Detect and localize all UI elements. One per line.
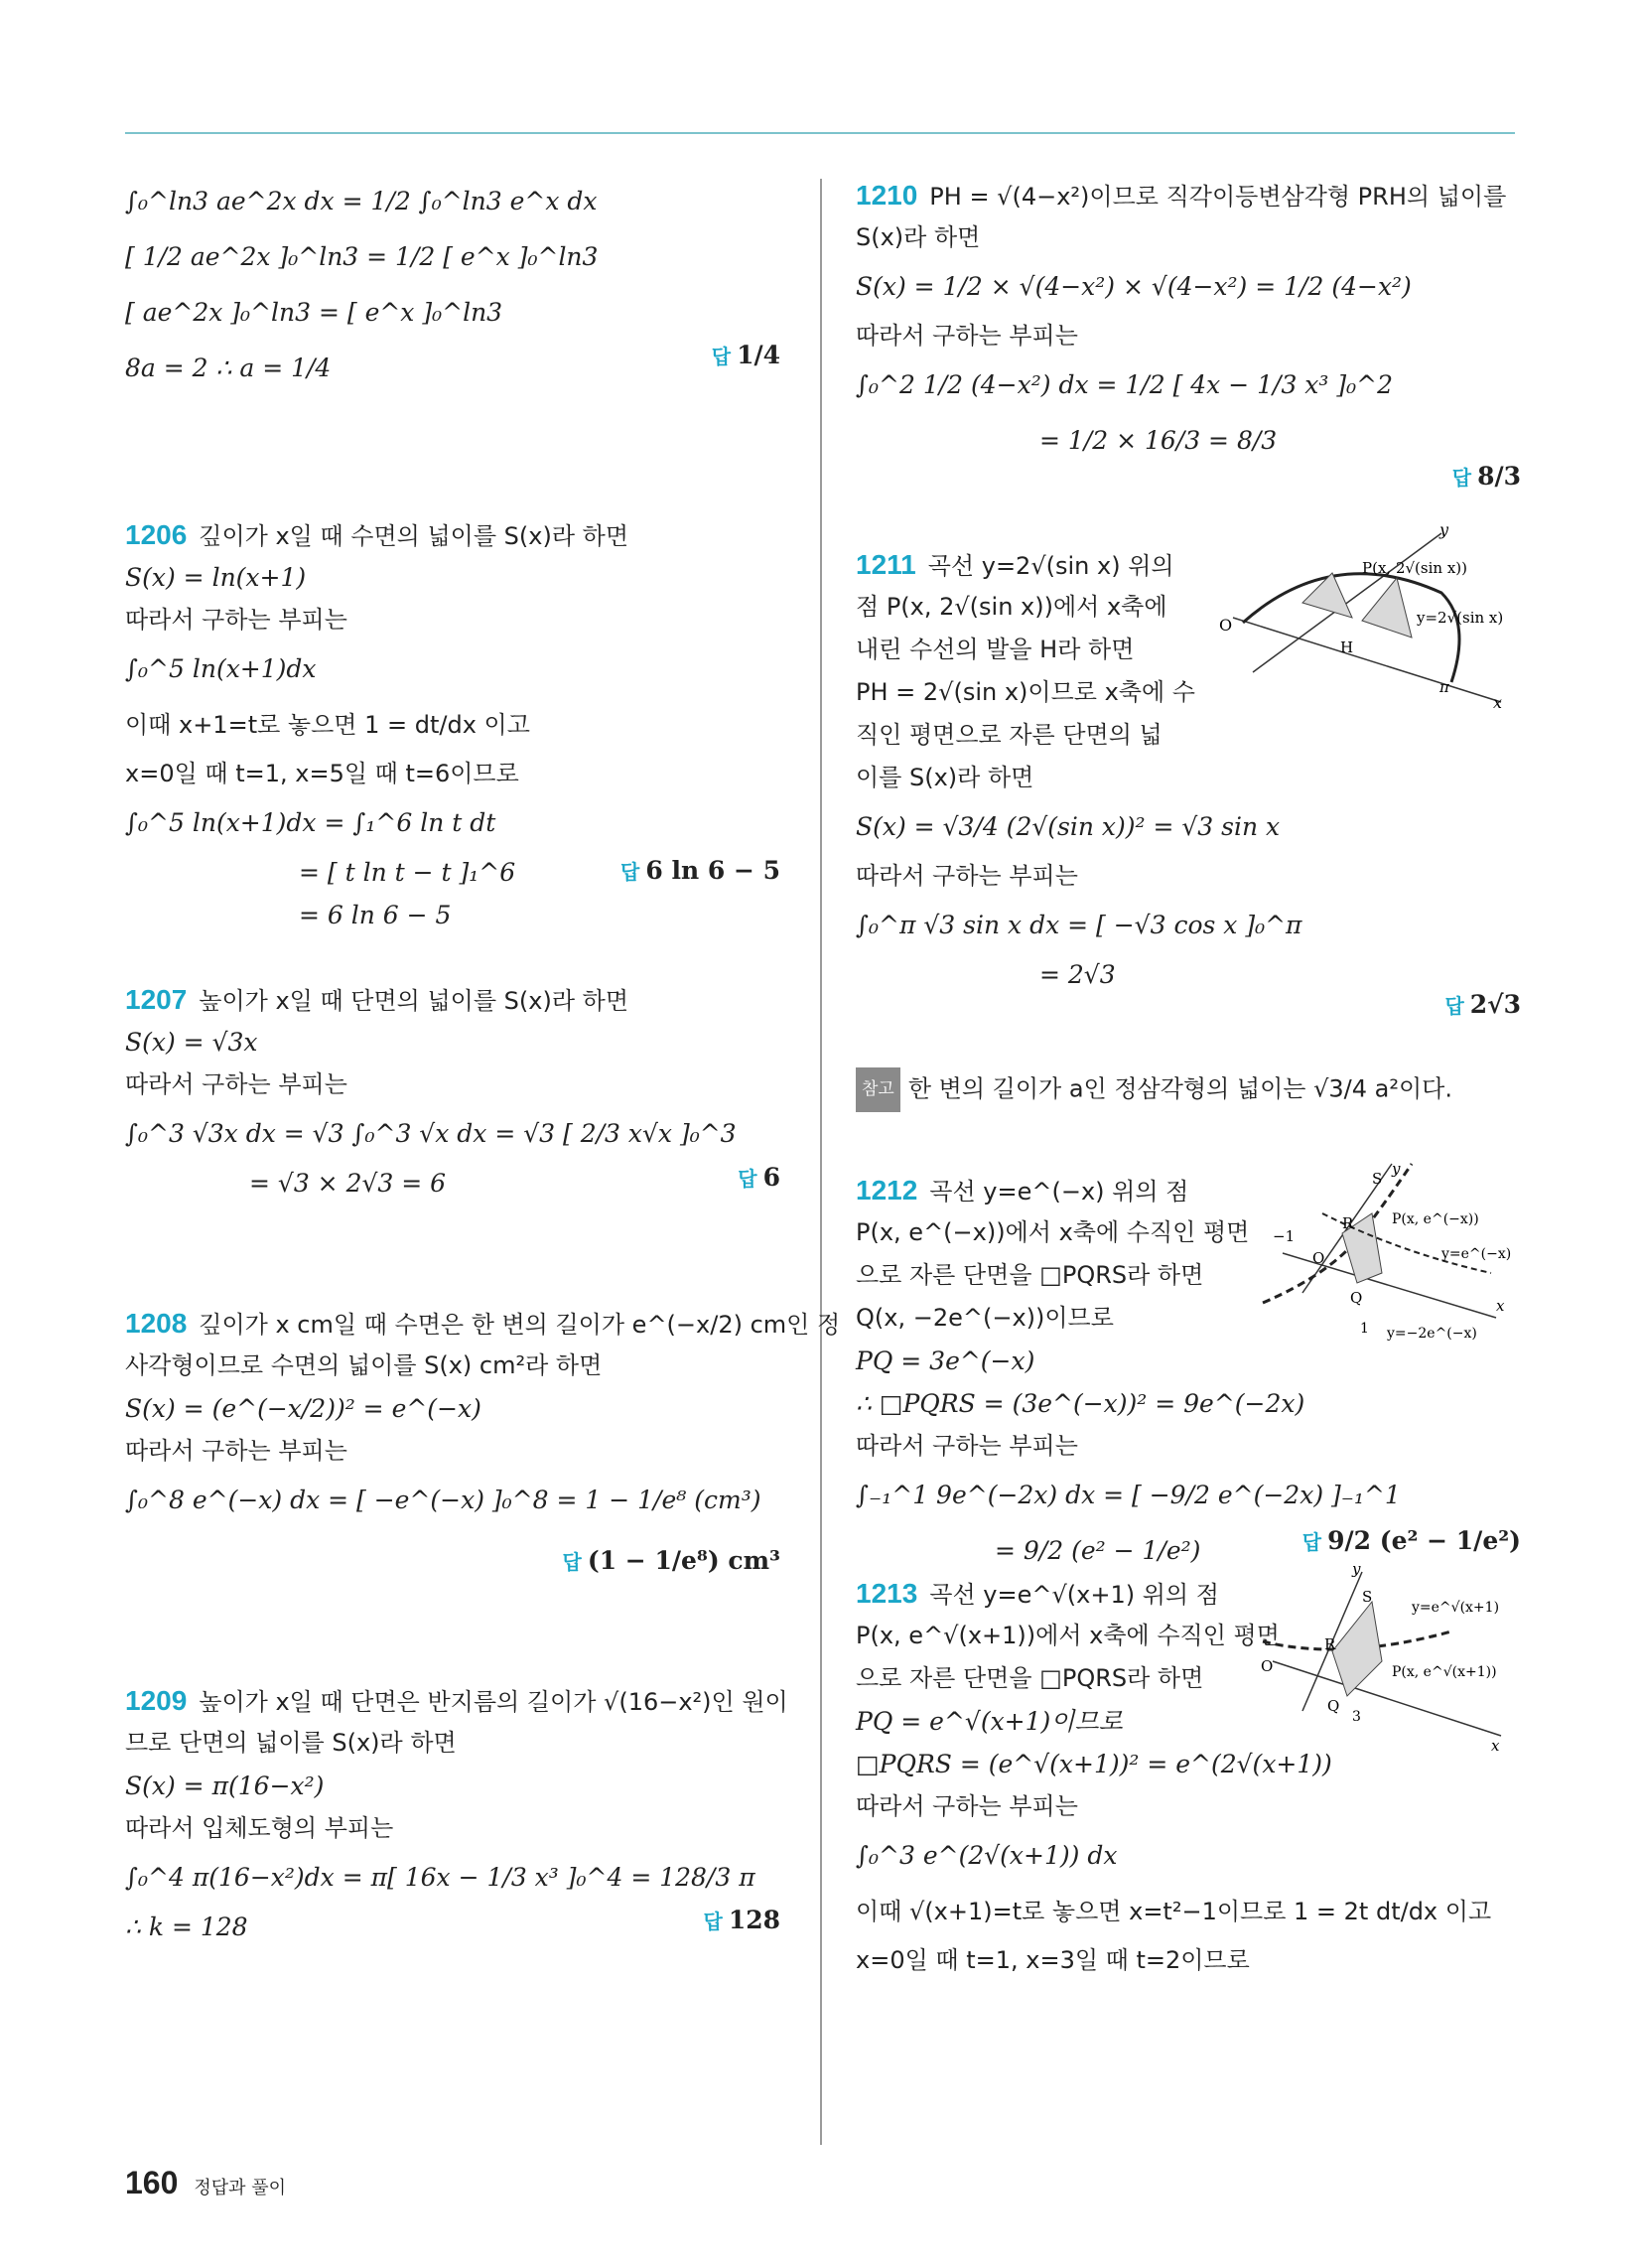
solution-line: S(x) = √3x bbox=[125, 1028, 258, 1057]
solution-line: 깊이가 x cm일 때 수면은 한 변의 길이가 e^(−x/2) cm인 정 bbox=[199, 1311, 841, 1339]
solution-line: S(x) = (e^(−x/2))² = e^(−x) bbox=[125, 1394, 481, 1423]
solution-line: PH = √(4−x²)이므로 직각이등변삼각형 PRH의 넓이를 bbox=[929, 183, 1507, 211]
solution-line: 이때 √(x+1)=t로 놓으면 x=t²−1이므로 1 = 2t dt/dx 이고 bbox=[856, 1898, 1492, 1925]
answer bbox=[1444, 990, 1521, 1019]
origin-label: O bbox=[1312, 1249, 1325, 1267]
intro-line: [ ae^2x ]₀^ln3 = [ e^x ]₀^ln3 bbox=[125, 298, 503, 327]
problem-number: 1210 bbox=[856, 180, 918, 211]
solution-line: 곡선 y=2√(sin x) 위의 bbox=[927, 552, 1174, 580]
solution-line: = √3 × 2√3 = 6 bbox=[249, 1169, 447, 1198]
point-label: P(x, e^(−x)) bbox=[1392, 1211, 1479, 1227]
solution-line: 높이가 x일 때 단면의 넓이를 S(x)라 하면 bbox=[199, 987, 629, 1015]
curve-label: y=e^√(x+1) bbox=[1412, 1600, 1500, 1616]
curve-label: y=−2e^(−x) bbox=[1387, 1326, 1477, 1342]
curve bbox=[1243, 574, 1459, 682]
point-label: P(x, 2√(sin x)) bbox=[1362, 559, 1467, 577]
solution-line: S(x) = √3/4 (2√(sin x))² = √3 sin x bbox=[856, 812, 1281, 841]
answer bbox=[738, 1163, 780, 1192]
cross-section bbox=[1302, 573, 1352, 618]
answer-value: 6 ln 6 − 5 bbox=[645, 856, 780, 885]
answer-label: 답 bbox=[711, 345, 732, 368]
answer bbox=[620, 856, 780, 885]
solution-line: 따라서 구하는 부피는 bbox=[125, 1070, 347, 1098]
solution-line: 따라서 구하는 부피는 bbox=[125, 1437, 347, 1465]
solution-line: 직인 평면으로 자른 단면의 넓 bbox=[856, 721, 1163, 749]
solution-line: 따라서 구하는 부피는 bbox=[856, 322, 1078, 350]
axis-label: y bbox=[1439, 523, 1449, 539]
solution-line: 내린 수선의 발을 H라 하면 bbox=[856, 636, 1135, 663]
solution-line: = 2√3 bbox=[1039, 960, 1116, 989]
solution-line: S(x) = ln(x+1) bbox=[125, 563, 307, 592]
solution-line: ∴ □PQRS = (3e^(−x))² = 9e^(−2x) bbox=[856, 1389, 1305, 1418]
solution-line: P(x, e^√(x+1))에서 x축에 수직인 평면 bbox=[856, 1622, 1280, 1649]
answer bbox=[712, 341, 780, 369]
problem-number: 1212 bbox=[856, 1175, 918, 1205]
solution-line: 점 P(x, 2√(sin x))에서 x축에 bbox=[856, 593, 1167, 621]
intro-solution bbox=[125, 174, 780, 432]
problem-number: 1209 bbox=[125, 1685, 188, 1716]
solution-line: 므로 단면의 넓이를 S(x)라 하면 bbox=[125, 1729, 457, 1757]
solution-line: Q(x, −2e^(−x))이므로 bbox=[856, 1304, 1114, 1332]
point-label: R bbox=[1324, 1635, 1336, 1653]
answer-value: (1 − 1/e⁸) cm³ bbox=[587, 1546, 780, 1575]
solution-line: PH = 2√(sin x)이므로 x축에 수 bbox=[856, 678, 1195, 706]
solution-line: 깊이가 x일 때 수면의 넓이를 S(x)라 하면 bbox=[199, 522, 629, 550]
figure-1211 bbox=[1213, 523, 1521, 712]
axis-label: x bbox=[1493, 693, 1503, 712]
answer-label: 답 bbox=[562, 1550, 582, 1574]
solution-line: S(x) = π(16−x²) bbox=[125, 1772, 325, 1800]
solution-line: 이를 S(x)라 하면 bbox=[856, 764, 1034, 791]
axis-label: x bbox=[1496, 1297, 1505, 1315]
note-1211 bbox=[856, 1067, 1521, 1117]
point-label: S bbox=[1372, 1170, 1383, 1188]
intro-line: [ 1/2 ae^2x ]₀^ln3 = 1/2 [ e^x ]₀^ln3 bbox=[125, 242, 599, 271]
figure-1213 bbox=[1253, 1562, 1531, 1761]
point-label: R bbox=[1342, 1214, 1354, 1232]
axis-label: y bbox=[1392, 1160, 1401, 1178]
note-text: 한 변의 길이가 a인 정삼각형의 넓이는 √3/4 a²이다. bbox=[907, 1074, 1452, 1103]
answer-value: 6 bbox=[762, 1163, 780, 1192]
solution-line: x=0일 때 t=1, x=5일 때 t=6이므로 bbox=[125, 760, 519, 787]
solution-line: ∫₀^5 ln(x+1)dx = ∫₁^6 ln t dt bbox=[125, 808, 496, 837]
left-column bbox=[125, 174, 841, 1957]
problem-number: 1213 bbox=[856, 1578, 918, 1609]
answer-value: 8/3 bbox=[1477, 462, 1521, 491]
problem-1206 bbox=[125, 513, 780, 929]
answer bbox=[1452, 462, 1521, 491]
solution-line: ∴ k = 128 bbox=[125, 1913, 248, 1941]
problem-1211 bbox=[856, 523, 1521, 1040]
problem-1208 bbox=[125, 1302, 841, 1590]
answer-label: 답 bbox=[738, 1167, 757, 1191]
solution-line: = 9/2 (e² − 1/e²) bbox=[995, 1536, 1201, 1565]
x-axis-line bbox=[1233, 618, 1501, 702]
footer-label: 정답과 풀이 bbox=[194, 2178, 287, 2198]
point-label: Q bbox=[1327, 1697, 1340, 1715]
column-divider bbox=[820, 179, 822, 2145]
intro-line: ∫₀^ln3 ae^2x dx = 1/2 ∫₀^ln3 e^x dx bbox=[125, 187, 598, 215]
tick-label: π bbox=[1439, 678, 1449, 696]
axis-label: y bbox=[1352, 1562, 1361, 1578]
figure-1212 bbox=[1243, 1154, 1531, 1352]
answer-label: 답 bbox=[1451, 466, 1472, 490]
point-label: H bbox=[1340, 638, 1354, 656]
point-label: S bbox=[1362, 1588, 1373, 1606]
solution-line: 으로 자른 단면을 □PQRS라 하면 bbox=[856, 1664, 1204, 1692]
problem-1209 bbox=[125, 1679, 788, 1957]
solution-line: 으로 자른 단면을 □PQRS라 하면 bbox=[856, 1261, 1204, 1289]
solution-line: = [ t ln t − t ]₁^6 bbox=[299, 858, 516, 887]
cross-section bbox=[1332, 1602, 1382, 1696]
solution-line: ∫₀^8 e^(−x) dx = [ −e^(−x) ]₀^8 = 1 − 1/e⁸ (cm³) bbox=[125, 1486, 761, 1514]
point-label: Q bbox=[1350, 1289, 1363, 1307]
solution-line: 높이가 x일 때 단면은 반지름의 길이가 √(16−x²)인 원이 bbox=[199, 1688, 788, 1716]
problem-number: 1211 bbox=[856, 549, 916, 580]
answer bbox=[563, 1546, 780, 1575]
answer-value: 2√3 bbox=[1469, 990, 1521, 1019]
point-label: P(x, e^√(x+1)) bbox=[1392, 1664, 1497, 1680]
solution-line: 따라서 구하는 부피는 bbox=[125, 606, 347, 634]
solution-line: □PQRS = (e^√(x+1))² = e^(2√(x+1)) bbox=[856, 1750, 1332, 1778]
solution-line: 따라서 구하는 부피는 bbox=[856, 862, 1078, 890]
tick-label: −1 bbox=[1273, 1227, 1296, 1245]
solution-line: ∫₀^3 e^(2√(x+1)) dx bbox=[856, 1841, 1118, 1870]
answer-value: 1/4 bbox=[737, 341, 780, 369]
intro-line: 8a = 2 ∴ a = 1/4 bbox=[125, 354, 332, 382]
solution-line: 곡선 y=e^(−x) 위의 점 bbox=[929, 1178, 1189, 1205]
problem-number: 1208 bbox=[125, 1308, 188, 1339]
problem-1213 bbox=[856, 1562, 1521, 1989]
curve-label: y=e^(−x) bbox=[1441, 1246, 1512, 1262]
tick-label: 3 bbox=[1352, 1709, 1361, 1725]
solution-line: ∫₀^4 π(16−x²)dx = π[ 16x − 1/3 x³ ]₀^4 = 128/3 π bbox=[125, 1863, 755, 1892]
solution-line: ∫₀^5 ln(x+1)dx bbox=[125, 654, 317, 683]
solution-line: 따라서 구하는 부피는 bbox=[856, 1432, 1078, 1460]
page-number: 160 bbox=[125, 2165, 179, 2200]
solution-line: S(x)라 하면 bbox=[856, 223, 981, 251]
answer-label: 답 bbox=[1444, 994, 1464, 1018]
answer-label: 답 bbox=[1301, 1530, 1322, 1554]
solution-line: 따라서 입체도형의 부피는 bbox=[125, 1814, 394, 1842]
solution-line: PQ = 3e^(−x) bbox=[856, 1347, 1035, 1375]
solution-line: ∫₀^3 √3x dx = √3 ∫₀^3 √x dx = √3 [ 2/3 x√x ]₀^3 bbox=[125, 1119, 737, 1148]
page-footer bbox=[125, 2165, 286, 2201]
problem-1212 bbox=[856, 1160, 1521, 1565]
solution-line: ∫₋₁^1 9e^(−2x) dx = [ −9/2 e^(−2x) ]₋₁^1 bbox=[856, 1481, 1401, 1509]
answer-label: 답 bbox=[703, 1910, 723, 1933]
solution-line: 사각형이므로 수면의 넓이를 S(x) cm²라 하면 bbox=[125, 1351, 603, 1379]
solution-line: S(x) = 1/2 × √(4−x²) × √(4−x²) = 1/2 (4−x²) bbox=[856, 272, 1412, 301]
right-column bbox=[856, 174, 1521, 1989]
solution-line: 곡선 y=e^√(x+1) 위의 점 bbox=[929, 1581, 1219, 1609]
solution-line: x=0일 때 t=1, x=3일 때 t=2이므로 bbox=[856, 1946, 1250, 1974]
solution-line: = 1/2 × 16/3 = 8/3 bbox=[1039, 426, 1278, 455]
solution-line: ∫₀^π √3 sin x dx = [ −√3 cos x ]₀^π bbox=[856, 911, 1302, 939]
answer-value: 128 bbox=[728, 1906, 780, 1934]
problem-1207 bbox=[125, 978, 780, 1206]
solution-line: P(x, e^(−x))에서 x축에 수직인 평면 bbox=[856, 1218, 1250, 1246]
origin-label: O bbox=[1219, 616, 1233, 635]
axis-label: x bbox=[1491, 1737, 1500, 1755]
note-tag: 참고 bbox=[856, 1067, 900, 1112]
top-rule bbox=[125, 132, 1515, 134]
problem-number: 1206 bbox=[125, 519, 188, 550]
answer-label: 답 bbox=[620, 860, 640, 884]
answer-value: 9/2 (e² − 1/e²) bbox=[1327, 1526, 1521, 1555]
solution-line: PQ = e^√(x+1)이므로 bbox=[856, 1707, 1123, 1736]
answer bbox=[703, 1906, 780, 1934]
origin-label: O bbox=[1261, 1657, 1274, 1675]
curve-label: y=2√(sin x) bbox=[1417, 609, 1504, 627]
answer bbox=[1302, 1526, 1521, 1555]
solution-line: ∫₀^2 1/2 (4−x²) dx = 1/2 [ 4x − 1/3 x³ ]₀^2 bbox=[856, 370, 1394, 399]
problem-number: 1207 bbox=[125, 984, 188, 1015]
tick-label: 1 bbox=[1360, 1321, 1369, 1337]
solution-line: 이때 x+1=t로 놓으면 1 = dt/dx 이고 bbox=[125, 711, 530, 739]
solution-line: = 6 ln 6 − 5 bbox=[299, 901, 452, 929]
solution-line: 따라서 구하는 부피는 bbox=[856, 1792, 1078, 1820]
problem-1210 bbox=[856, 174, 1521, 501]
